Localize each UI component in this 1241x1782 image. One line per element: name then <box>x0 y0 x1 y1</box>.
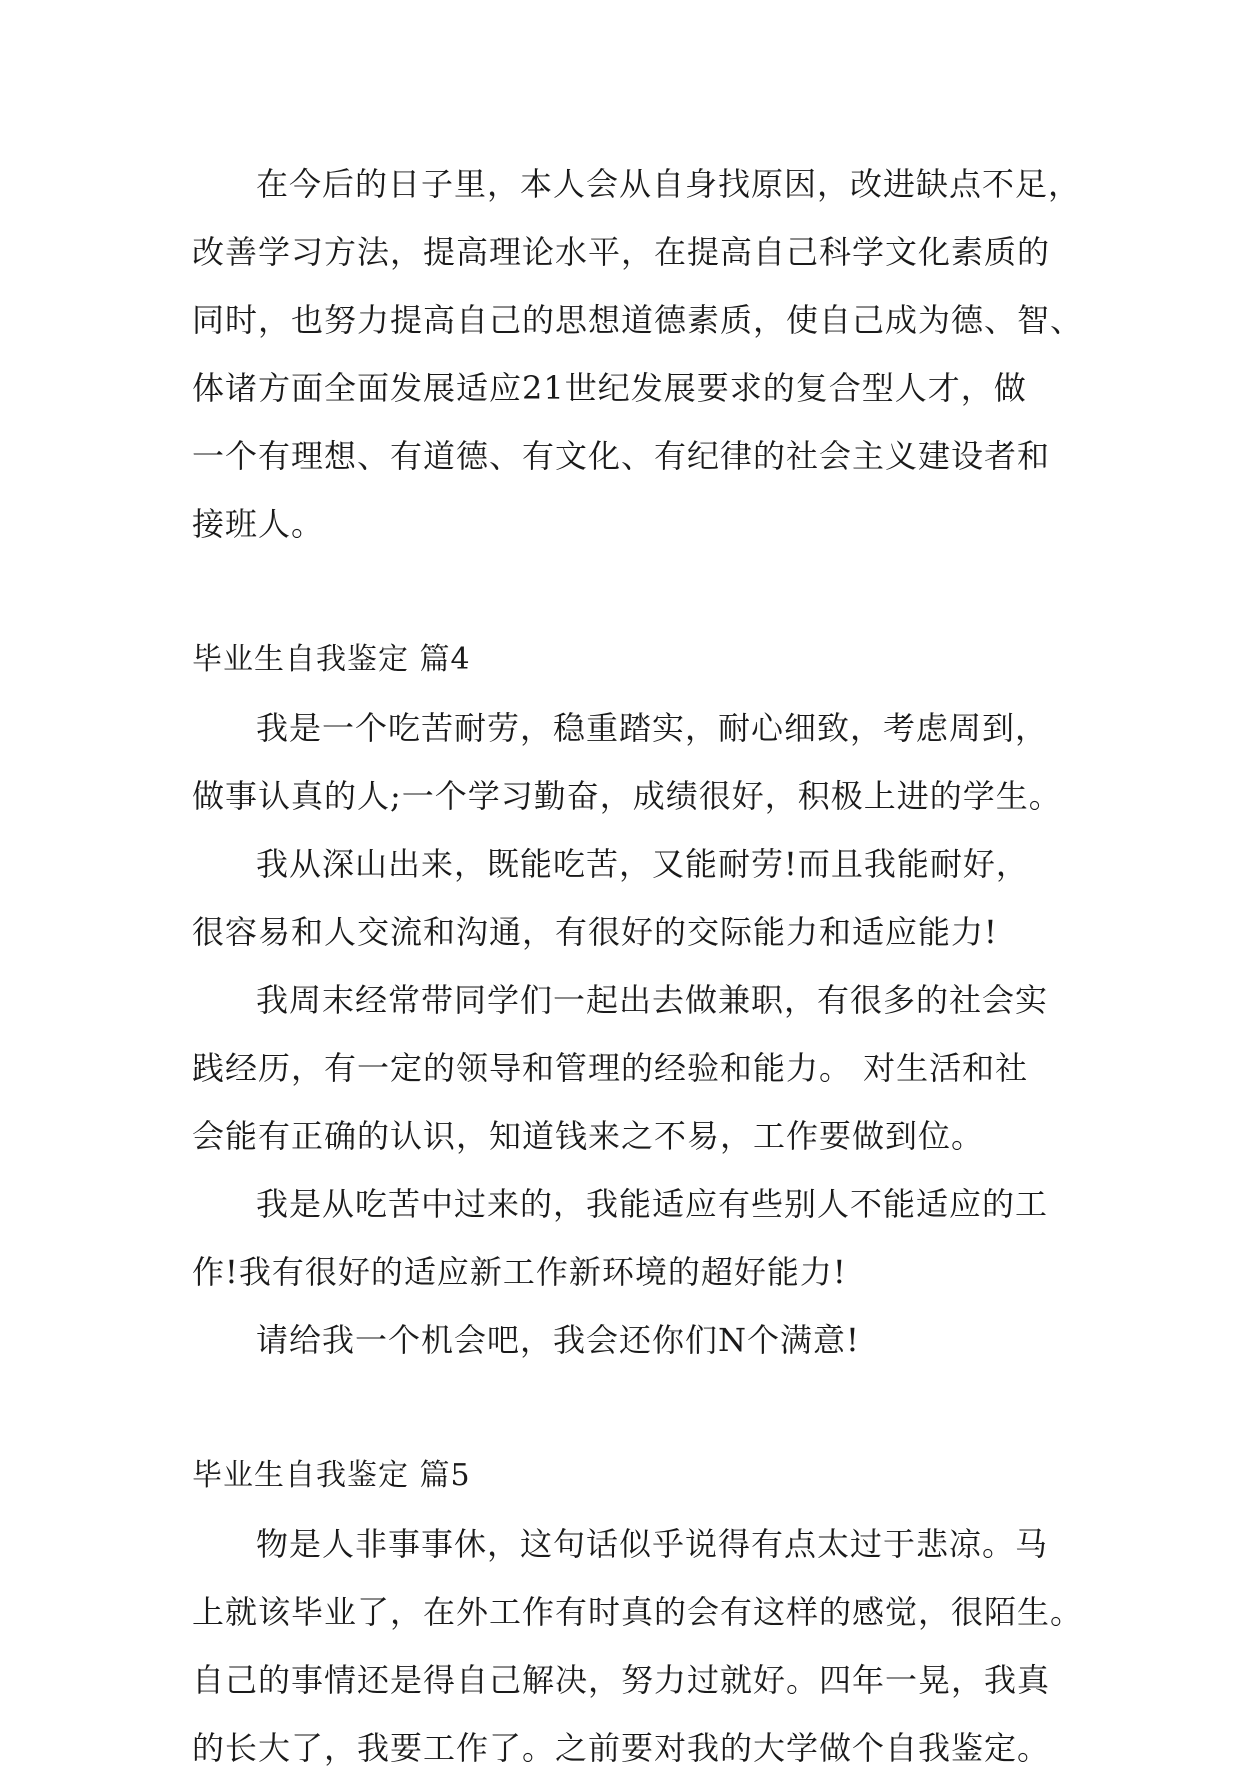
section-1 <box>192 150 1084 558</box>
paragraph-line: 很容易和人交流和沟通，有很好的交际能力和适应能力! <box>192 913 998 951</box>
paragraph-line: 上就该毕业了，在外工作有时真的会有这样的感觉，很陌生。 <box>192 1593 1084 1631</box>
paragraph-line: 一个有理想、有道德、有文化、有纪律的社会主义建设者和 <box>192 437 1051 475</box>
paragraph-line: 的长大了，我要工作了。之前要对我的大学做个自我鉴定。 <box>192 1729 1051 1767</box>
paragraph-line: 改善学习方法，提高理论水平，在提高自己科学文化素质的 <box>192 233 1051 271</box>
paragraph-line: 我是一个吃苦耐劳，稳重踏实，耐心细致，考虑周到， <box>256 709 1049 747</box>
section-heading: 毕业生自我鉴定 篇5 <box>192 1458 471 1493</box>
paragraph-line: 在今后的日子里，本人会从自身找原因，改进缺点不足， <box>256 165 1082 203</box>
paragraph-line: 自己的事情还是得自己解决，努力过就好。四年一晃，我真 <box>192 1661 1051 1699</box>
paragraph-line: 请给我一个机会吧，我会还你们N个满意! <box>256 1321 860 1359</box>
paragraph-line: 会能有正确的认识，知道钱来之不易，工作要做到位。 <box>192 1117 985 1155</box>
paragraph-line: 体诸方面全面发展适应21世纪发展要求的复合型人才，做 <box>192 369 1027 407</box>
section-2 <box>192 626 1072 1374</box>
paragraph-line: 接班人。 <box>192 505 325 543</box>
paragraph-line: 践经历，有一定的领导和管理的经验和能力。 对生活和社 <box>192 1049 1029 1087</box>
section-heading: 毕业生自我鉴定 篇4 <box>192 642 471 677</box>
paragraph-line: 我是从吃苦中过来的，我能适应有些别人不能适应的工 <box>256 1185 1049 1223</box>
paragraph-line: 我周末经常带同学们一起出去做兼职，有很多的社会实 <box>256 981 1049 1019</box>
section-gap <box>192 558 1072 626</box>
paragraph-line: 我从深山出来，既能吃苦，又能耐劳!而且我能耐好， <box>256 845 1029 883</box>
paragraph-line: 同时，也努力提高自己的思想道德素质，使自己成为德、智、 <box>192 301 1084 339</box>
section-gap <box>192 1374 1072 1442</box>
document-page <box>192 150 1084 1782</box>
paragraph-line: 做事认真的人;一个学习勤奋，成绩很好，积极上进的学生。 <box>192 777 1062 815</box>
paragraph-line: 作!我有很好的适应新工作新环境的超好能力! <box>192 1253 847 1291</box>
section-3 <box>192 1442 1084 1782</box>
paragraph-line: 物是人非事事休，这句话似乎说得有点太过于悲凉。马 <box>256 1525 1049 1563</box>
